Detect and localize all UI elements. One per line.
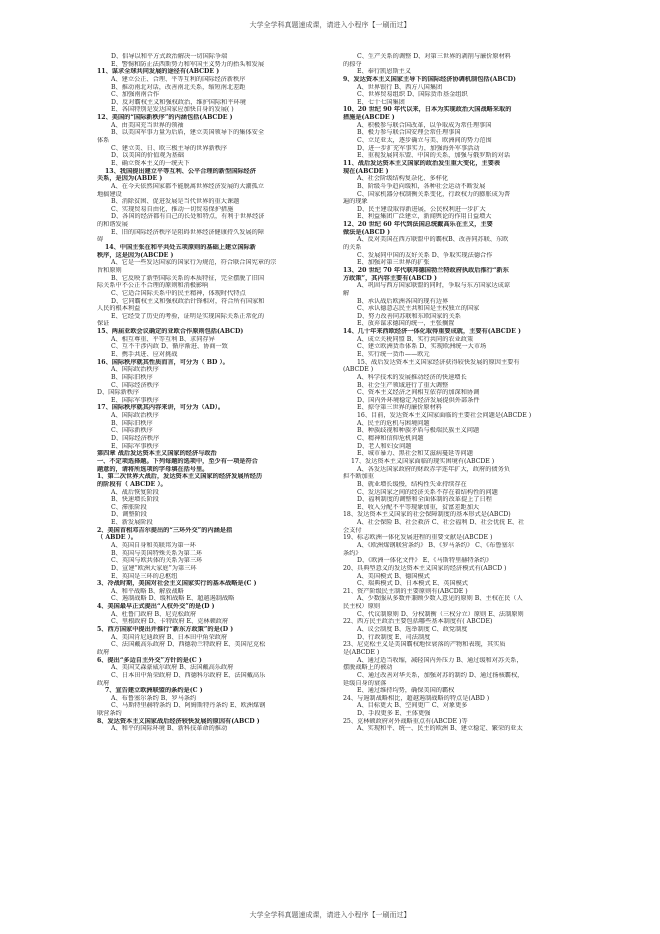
text-line: C、遏制战略 D、缓和战略 E、超越遏制战略	[111, 595, 235, 603]
text-line: C、精神和信仰危机问题	[357, 435, 424, 443]
text-line: A、议会制度 B、选举制度 C、政党制度	[357, 626, 468, 634]
text-line: 21、资产阶级民主制的主要原则有(ABCDE )	[343, 587, 468, 595]
text-line: D、各国的经济都有自己的长处和特点，有利于世界经济	[111, 213, 265, 221]
text-line: B、国际旧秩序	[111, 373, 153, 381]
text-line: E、新发展阶段	[111, 519, 153, 527]
text-line: B、阶级斗争趋向缓和，各种社会运动不断发展	[357, 182, 486, 190]
text-line: 秩序，这是因为(ABCDE )	[97, 251, 174, 259]
text-line: A、少数服从多数并兼顾少数人意见的原则 B、主权在民（人	[357, 595, 523, 603]
text-line: E、确立资本主义的一统天下	[111, 159, 190, 167]
text-line: D、手段更多 E、主体更强	[357, 710, 431, 718]
text-line: A、科学技术的发展推动经济的快速增长	[357, 373, 467, 381]
text-line: A、目标更大 B、空间更广 C、对象更多	[357, 702, 468, 710]
text-line: 的阶段有（ ABCDE ）。	[97, 480, 167, 488]
text-line: 6、提出“多边自主外交”方针的是(C )	[97, 656, 202, 664]
text-line: C、国家机器分权制衡关系变化，行政权力的膨胀成为普	[357, 190, 511, 198]
text-line: D、民主建设取得新进展，公民权利进一步扩大	[357, 205, 486, 213]
text-line: A、实现和平、统一、民主的欧洲 B、建立稳定、繁荣的亚太	[357, 725, 523, 733]
text-line: E、通过维持均势，确保美国的霸权	[357, 687, 455, 695]
text-line: B、快速增长阶段	[111, 496, 159, 504]
text-line: A、和平战略 B、解放战略	[111, 587, 184, 595]
text-line: C、资本主义经济之间相互依存的加深和协调	[357, 389, 480, 397]
text-line: 解	[343, 289, 350, 297]
text-line: B、种族歧视和种族矛盾与极端民族主义问题	[357, 427, 480, 435]
text-line: E、收入分配不平等现象加重，贫富差距加大	[357, 503, 480, 511]
text-line: 9、发达资本主义国家主导下的国际经济协调机制包括(ABCD)	[343, 75, 516, 83]
text-line: A、由美国充当世界的领袖	[111, 121, 184, 129]
text-line: 政府	[97, 679, 110, 687]
text-line: D、倡导以和平方式政治解决一切国际争端	[111, 53, 228, 60]
text-line: C、建立美、日、欧三极主导的世界新秩序	[111, 144, 228, 152]
text-line: A、社会阶级结构复杂化、多样化	[357, 175, 449, 183]
text-line: 8、发达资本主义国家战后经济较快发展的原因有(ABCD )	[97, 717, 260, 725]
text-line: 的掠夺	[343, 60, 362, 68]
text-line: C、通过改善对华关系，加强对苏的制约 D、通过扬核霸权，	[357, 671, 524, 679]
text-line: A、杜鲁门政府 B、尼克松政府	[111, 610, 197, 618]
text-line: 20、具典型意义的发达资本主义国家的经济模式有(ABCD )	[343, 564, 507, 572]
right-column	[343, 53, 619, 905]
text-line: B、它反映了新型国际关系的本质特征，完全摆脱了旧国	[111, 274, 265, 282]
text-line: 16、国际秩序就其性质而言，可分为（ BD ）。	[97, 358, 229, 366]
text-line: D、宣建“欧洲大家庭”为第三环	[111, 564, 197, 572]
text-line: A、国际政治秩序	[111, 412, 159, 420]
text-line: B、以美国军事力量为后盾，建立美国领导下的集体安全	[111, 129, 265, 137]
text-line: 24、与遏制战略相比，超越遏制战略的特点是(ABD )	[343, 694, 490, 702]
text-line: C、承认德意志民主共和国是主权独立的国家	[357, 305, 480, 313]
text-line: C、马斯特里赫特条约 D、阿姆斯特丹条约 E、欧洲煤钢	[111, 702, 266, 710]
text-line: A、布鲁塞尔条约 B、罗马条约	[111, 694, 197, 702]
text-line: （ ABDE ）。	[97, 534, 137, 542]
text-line: 旨和原则	[97, 266, 122, 274]
text-line: C、加强南南合作	[111, 91, 160, 99]
text-line: 遍的现象	[343, 198, 368, 206]
text-line: A、反对美国在西方联盟中的霸权B、改善同苏联、东欧	[357, 236, 509, 244]
text-line: 政府	[97, 648, 110, 656]
text-line: 13、我国提出建立平等互利、公平合理的新型国际经济	[105, 167, 256, 175]
text-line: A、美国艾森豪威尔政府 B、法国戴高乐政府	[111, 664, 234, 672]
text-line: C、发展同中国的友好关系 D、争取实现法德合作	[357, 251, 493, 259]
text-line: A、成立关税同盟 B、实行共同的农业政策	[357, 335, 474, 343]
text-line: D、《欧洲一体化文件》 E、《马斯特里赫特条约》	[357, 557, 493, 565]
text-line: E、实行统一货币——欧元	[357, 350, 430, 358]
text-line: E、掠夺第三世界的廉价原材料	[357, 404, 442, 412]
text-line: A、在今天依然国家都不能脱离世界经济发展的大潮孤立	[111, 182, 264, 190]
text-line: C、英国与欧共体的关系为第三环	[111, 557, 203, 565]
text-line: D、国际新秩序	[97, 389, 140, 397]
left-column	[97, 53, 373, 905]
text-line: D、它同霸权主义和强权政治针锋相对，符合所有国家和	[111, 297, 265, 305]
text-line: C、实现贸易自由化，推动一切贸易保护措施	[111, 205, 234, 213]
text-line: D、以美国的价值观为基础	[111, 152, 185, 160]
text-line: 第四章 战后发达资本主义国家的经济与政治	[97, 450, 217, 458]
text-line: 18、发达资本主义国家的社会保障制度的基本形式是(ABCD)	[343, 511, 511, 519]
text-line: D、国内外环境稳定为经济发展提供外部条件	[357, 396, 480, 404]
text-line: E、奉行凯恩斯主义	[357, 68, 412, 76]
text-line: A、建立公正、合理、平等互利的国际经济新秩序	[111, 75, 246, 83]
text-line: 的关系	[343, 244, 362, 252]
text-line: E、警惕和防止法西斯势力和军国主义势力的抬头和发展	[111, 60, 265, 68]
text-line: 联营条约	[97, 710, 122, 718]
text-line: 4、美国最早正式提出“人权外交”的是(D )	[97, 603, 215, 611]
text-line: 担不断加重	[343, 473, 374, 481]
text-line: B、就业增长缓慢，结构性失业持续存在	[357, 480, 467, 488]
text-line: A、巩固与西方国家联盟的同时，争取与东方国家达成谅	[357, 282, 510, 290]
text-line: D、老人和妇女问题	[357, 442, 412, 450]
text-line: C、国际新秩序	[111, 427, 153, 435]
text-line: E、城市暴力、黑社会和艾滋病蔓延等问题	[357, 450, 473, 458]
text-line: C、立足亚太，逐步确立与美、欧洲间的势力范围	[357, 137, 492, 145]
header-banner: 大学全学科真题速成课，请进入小程序【一刷而过】	[249, 21, 411, 29]
text-line: 会支付	[343, 526, 362, 534]
text-line: 25、克林顿政府对外战略重点有(ABCDE )等	[343, 717, 468, 725]
text-line: 15、战后发达资本主义国家经济获得较快发展的原因主要有	[357, 358, 520, 366]
text-line: E、携手共进、应对挑战	[111, 350, 178, 358]
text-line: A、国际政治秩序	[111, 366, 159, 374]
text-line: 体系	[97, 137, 110, 145]
text-line: A、民主的危机与困境问题	[357, 419, 430, 427]
text-line: C、世界贸易组织 D、国际货币基金组织	[357, 91, 468, 99]
text-line: A、美国肯尼迪政府 B、日本田中角荣政府	[111, 633, 228, 641]
text-line: D、福利制度的调整和全面体制的改革提上了日程	[357, 496, 492, 504]
text-line: 的和谐发展	[97, 221, 128, 229]
text-line: D、努力改善同苏联和东欧国家的关系	[357, 312, 461, 320]
text-line: A、通过适当收缩，减轻国内外压力 B、通过缓和对苏关系，	[357, 656, 523, 664]
text-line: 14、几十年来西欧经济一体化取得重要成就，主要有(ABCDE )	[343, 328, 521, 336]
text-line: 10、20 世纪 90 年代以来，日本为实现政治大国战略采取的	[343, 106, 512, 114]
text-line: 11、谋求全球共同发展的途径有(ABCDE )	[97, 68, 220, 76]
text-line: 17、国际秩序就其内容来讲，可分为（AD）。	[97, 404, 225, 412]
text-line: B、社会生产领域进行了重大调整	[357, 381, 449, 389]
text-line: E、重视发展同东盟、中国的关系，加强与俄罗斯的对话	[357, 152, 511, 160]
text-line: E、国际军事秩序	[111, 442, 159, 450]
text-line: B、英国与美国特殊关系为第二环	[111, 549, 203, 557]
text-line: 碍	[97, 236, 104, 244]
text-line: 14、中国主张在和平共处五项原则的基础上建立国际新	[105, 244, 256, 252]
text-line: E、国际军事秩序	[111, 396, 159, 404]
text-line: C、互不干涉内政 D、循序渐进、协商一致	[111, 343, 228, 351]
text-line: 条约》	[343, 549, 362, 557]
text-line: 3、冷战时期，美国对社会主义国家实行的基本战略是(C )	[97, 580, 257, 588]
text-line: 方政策”，其内容主要有(ABCD )	[343, 274, 437, 282]
text-line: E、加强对第三世界的扩张	[357, 259, 430, 267]
text-line: B、推动南北对话，改善南北关系，缩短南北差距	[111, 83, 246, 91]
text-line: 17、发达资本主义国家面临的现实困境有(ABCDE )	[351, 457, 495, 465]
text-line: 题意的，请将所选项的字母填在括号里。	[97, 465, 209, 473]
text-line: B、消除贫困、促进发展是当代世界的重大课题	[111, 198, 240, 206]
text-line: E、七十七国集团	[357, 98, 405, 106]
text-line: A、积极参与联合国改革，以争取成为常任理事国	[357, 121, 492, 129]
text-line: 12、20 世纪 60 年代到法国总统戴高乐在主义，主要	[343, 221, 493, 229]
text-line: 关系，是因为(ABDE )	[97, 175, 163, 183]
text-line: D、调整阶段	[111, 511, 147, 519]
text-line: A、英国自身和英联邦为第一环	[111, 542, 196, 549]
text-line: C、发达国家之间的经济关系不存在着结构性的问题	[357, 488, 498, 496]
text-line: C、国际经济秩序	[111, 381, 160, 389]
text-line: E、利益集团广泛建立，新闻舆论的作用日益增大	[357, 213, 492, 221]
text-line: 现在(ABCDE )	[343, 167, 389, 175]
text-line: 19、标志欧洲一体化发展进程的重要文献是(ABCDE )	[343, 534, 493, 542]
text-line: 做法是(ABCD )	[343, 228, 391, 236]
text-line: A、《欧洲煤钢联营条约》 B、《罗马条约》 C、《布鲁塞尔	[357, 542, 514, 549]
text-line: B、承认战后欧洲各国的现有边界	[357, 297, 449, 305]
text-line: C、里根政府 D、卡特政府 E、克林顿政府	[111, 618, 229, 626]
text-line: 保证	[97, 320, 110, 328]
text-line: 措施是(ABCDE )	[343, 114, 395, 122]
text-line: 22、西方民主政治主要包括哪些基本制度有( ABCDE)	[343, 618, 493, 626]
text-line: D、反对霸权主义和强权政治，维护国际和平环境	[111, 98, 246, 106]
text-line: 13、20 世纪 70 年代联邦德国勃兰特政府执政后推行“新东	[343, 266, 509, 274]
text-line: 12、美国的“国际新秩序”的内涵包括(ABCDE )	[97, 114, 233, 122]
text-line: 民主权）原则	[343, 603, 381, 611]
text-line: E、它经受了历史的考验，证明是实现国际关系正常化的	[111, 312, 265, 320]
text-line: A、它是一些发达国家的国家行为规范，符合联合国宪章的宗	[111, 259, 277, 267]
text-line: C、日本田中角荣政府 D、西德科尔政府 E、法国戴高乐	[111, 671, 266, 679]
text-line: 摆脱战略上的被动	[343, 664, 393, 672]
text-line: (ABCDE )	[343, 366, 374, 374]
text-line: 际关系中不公正不合理的原则和消极影响	[97, 282, 209, 290]
text-line: B、极力参与联合国安理会常任理事国	[357, 129, 461, 137]
text-line: 2、美国首相邓吉尔提出的“三环外交”的内涵是指	[97, 526, 233, 534]
footer-banner: 大学全学科真题速成课，请进入小程序【一刷而过】	[249, 911, 411, 919]
text-line: 一、不定项选择题。下列每题的选项中，至少有一项是符合	[97, 457, 258, 465]
text-line: 5、西方国家中提出并推行“新东方政策”的是(D )	[97, 626, 234, 634]
text-line: A、社会保险 B、社会救济 C、社会福利 D、社会优抚 E、社	[357, 519, 525, 527]
text-line: C、建立欧洲货币体系 D、实现欧洲统一大市场	[357, 343, 487, 351]
text-line: C、法国戴高乐政府 D、西德勃兰特政府 E、美国尼克松	[111, 641, 266, 649]
text-line: B、国际旧秩序	[111, 419, 153, 427]
text-line: 地搞建设	[97, 190, 122, 198]
text-line: 7、宣告建立欧洲联盟的条约是(C )	[105, 687, 203, 695]
text-line: C、代议制原则 D、分权制衡（三权分立）原则 E、法制原则	[357, 610, 524, 618]
text-line: 1、第二次世界大战后，发达资本主义国家的经济发展所经历	[97, 473, 263, 481]
text-line: 是(ABCDE )	[343, 648, 380, 656]
text-line: C、它适合国际关系中的民主精神，体现时代特点	[111, 289, 246, 297]
text-line: 11、战后发达资本主义国家的政治发生重大变化，主要表	[343, 159, 501, 167]
text-line: E、旧的国际经济秩序是阻碍世界经济健康持久发展的障	[111, 228, 265, 236]
text-line: 23、尼克松主义是美国霸权地位衰落的产物和表现，其实质	[343, 641, 506, 649]
text-line: D、国际经济秩序	[111, 435, 160, 443]
text-line: A、和平的国际环境 B、新科技革命的推动	[111, 725, 228, 733]
text-line: 延缓自身的衰落	[343, 679, 387, 687]
text-line: 15、两届亚欧会议确定的亚欧合作原则包括(ABCD)	[97, 328, 244, 336]
text-line: E、英国是三环的总枢纽	[111, 572, 178, 580]
text-line: A、战后恢复阶段	[111, 488, 159, 496]
text-line: 16、目前，发达资本主义国家面临的主要社会问题是(ABCDE )	[357, 412, 532, 420]
text-line: C、滞胀阶段	[111, 503, 147, 511]
text-line: E、放弃谋求德国的统一，主张搁置	[357, 320, 455, 328]
text-line: D、行政制度 E、司法制度	[357, 633, 431, 641]
text-line: 人民的根本利益	[97, 305, 141, 313]
text-line: C、瑞典模式 D、日本模式 E、英国模式	[357, 580, 468, 588]
text-line: A、世界银行 B、西方八国集团	[357, 83, 443, 91]
text-line: C、生产关系的调整 D、对第三世界的剥削与廉价原材料	[357, 53, 511, 60]
text-line: E、各国特别是发达国家应加快自身的发展( )	[111, 106, 234, 114]
text-line: A、各发达国家政府的财政赤字连年扩大，政府的债务负	[357, 465, 510, 473]
text-line: D、进一步扩充军事实力，加强海外军事活动	[357, 144, 480, 152]
text-line: A、美国模式 B、德国模式	[357, 572, 430, 580]
text-line: A、相互尊重、平等互利 B、求同存异	[111, 335, 215, 343]
